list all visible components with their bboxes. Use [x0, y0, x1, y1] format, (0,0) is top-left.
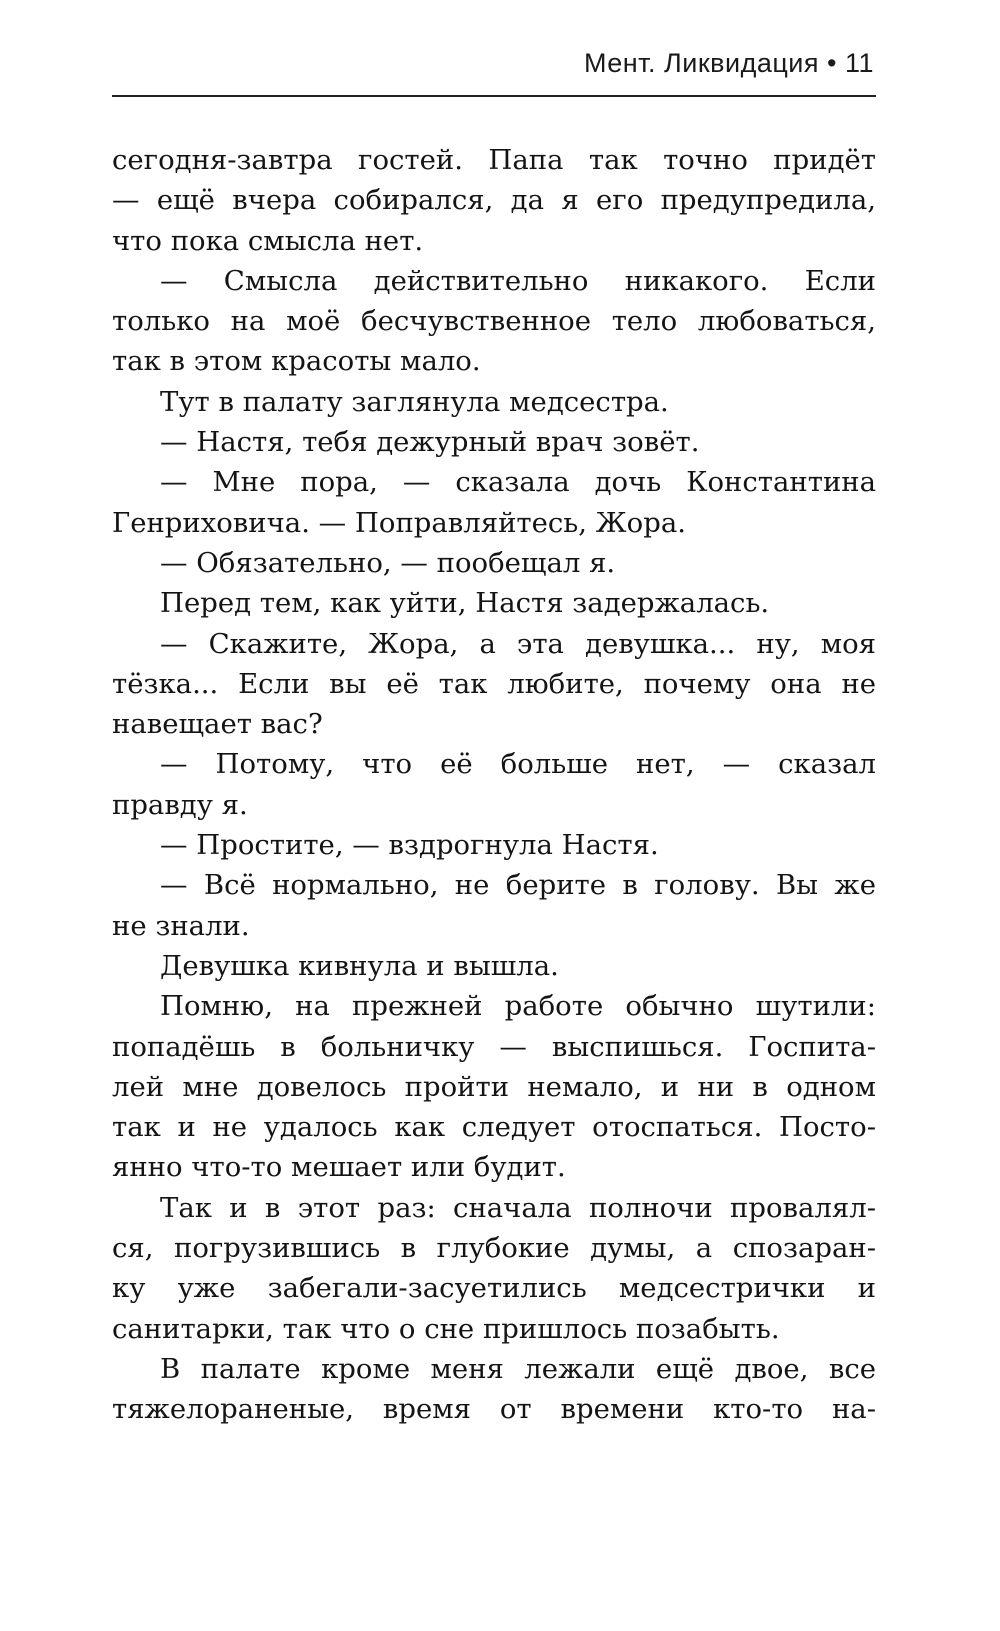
text-line: — Мне пора, — сказала дочь Константина	[160, 466, 876, 499]
text-line: — Всё нормально, не берите в голову. Вы же	[160, 869, 876, 902]
text-line: — Настя, тебя дежурный врач зовёт.	[160, 426, 700, 459]
text-line: Перед тем, как уйти, Настя задержалась.	[160, 587, 770, 620]
text-line: санитарки, так что о сне пришлось позабыть.	[112, 1312, 780, 1345]
text-line: — Простите, — вздрогнула Настя.	[160, 829, 659, 862]
text-line: не знали.	[112, 909, 250, 942]
text-line: Так и в этот раз: сначала полночи провалял-	[160, 1191, 876, 1224]
text-line: Тут в палату заглянула медсестра.	[160, 385, 669, 418]
text-line: В палате кроме меня лежали ещё двое, все	[160, 1352, 876, 1385]
text-line: Девушка кивнула и вышла.	[160, 949, 559, 982]
text-line: Помню, на прежней работе обычно шутили:	[160, 990, 876, 1023]
text-line: только на моё бесчувственное тело любоваться,	[112, 305, 876, 338]
text-line: правду я.	[112, 788, 248, 821]
text-line: тёзка... Если вы её так любите, почему она не	[112, 667, 876, 700]
text-line: попадёшь в больничку — выспишься. Госпита-	[112, 1030, 876, 1063]
running-head: Мент. Ликвидация • 11	[583, 48, 874, 78]
text-line: — Скажите, Жора, а эта девушка... ну, моя	[160, 627, 876, 660]
text-line: Генриховича. — Поправляйтесь, Жора.	[112, 506, 686, 539]
text-line: — Потому, что её больше нет, — сказал	[160, 748, 876, 781]
text-line: — Смысла действительно никакого. Если	[160, 264, 876, 297]
header-rule	[112, 95, 876, 97]
text-line: лей мне довелось пройти немало, и ни в одном	[112, 1070, 876, 1103]
text-line: — ещё вчера собирался, да я его предупредила,	[112, 184, 876, 217]
text-line: ку уже забегали-засуетились медсестрички и	[112, 1272, 876, 1305]
body-text	[112, 140, 876, 1430]
text-line: так и не удалось как следует отоспаться. Посто-	[112, 1111, 876, 1144]
text-line: тяжелораненые, время от времени кто-то на-	[112, 1393, 876, 1426]
text-line: навещает вас?	[112, 708, 323, 741]
text-line: так в этом красоты мало.	[112, 345, 481, 378]
text-line: — Обязательно, — пообещал я.	[160, 546, 616, 579]
text-line: ся, погрузившись в глубокие думы, а спозаран-	[112, 1232, 876, 1265]
text-line: сегодня-завтра гостей. Папа так точно придёт	[112, 144, 876, 176]
text-line: что пока смысла нет.	[112, 224, 424, 257]
text-line: янно что-то мешает или будит.	[112, 1151, 566, 1184]
